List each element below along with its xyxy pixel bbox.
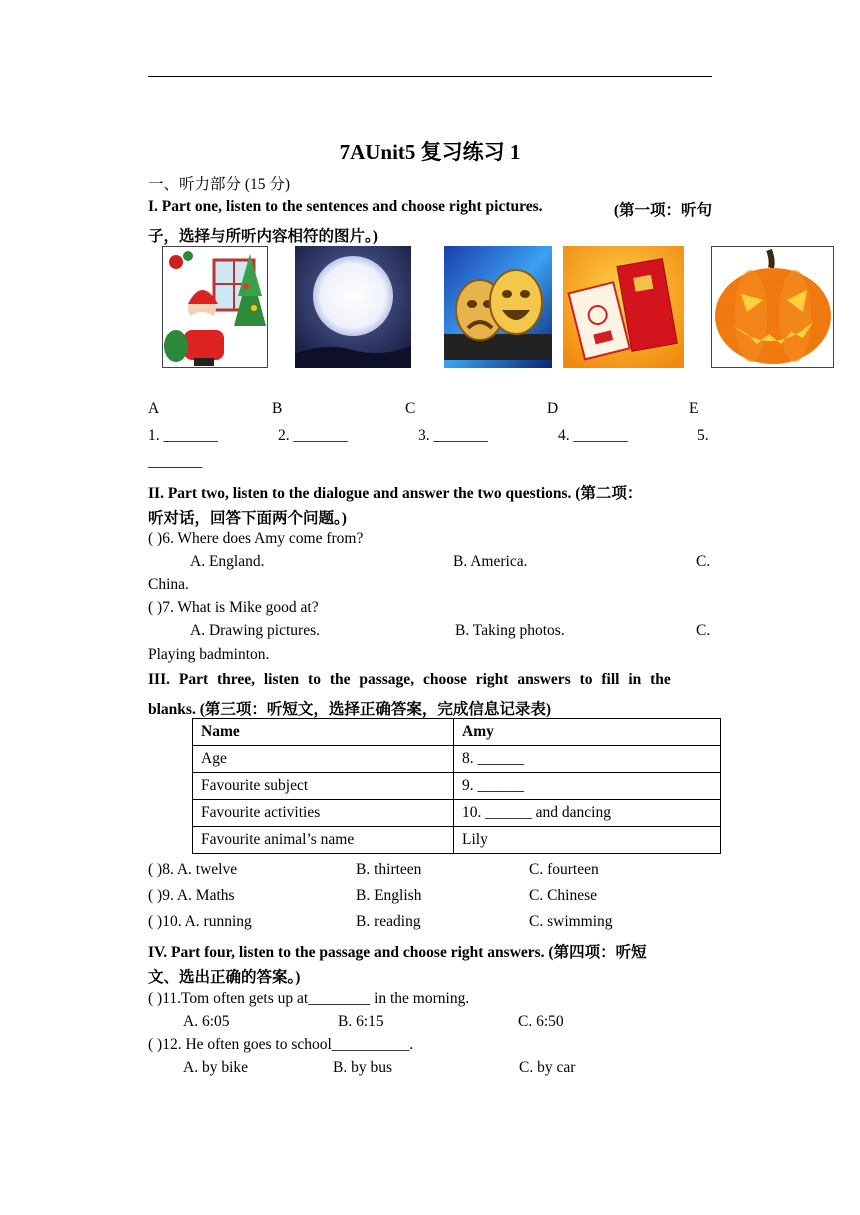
red-envelopes-icon xyxy=(563,246,684,368)
q7-option-c-text: Playing badminton. xyxy=(148,646,270,663)
full-moon-night-icon xyxy=(295,246,411,368)
question-7: ( )7. What is Mike good at? xyxy=(148,599,319,616)
table-cell: Favourite animal’s name xyxy=(193,827,454,854)
halloween-pumpkin-icon xyxy=(711,246,834,368)
q7-option-b: B. Taking photos. xyxy=(455,622,565,639)
q11-option-b: B. 6:15 xyxy=(338,1013,384,1030)
section-heading: 一、听力部分 (15 分) xyxy=(148,176,291,193)
table-row xyxy=(193,719,721,746)
q12-option-a: A. by bike xyxy=(183,1059,249,1076)
info-table xyxy=(192,718,721,854)
q9-option-c: C. Chinese xyxy=(529,887,598,904)
question-8: ( )8. A. twelve xyxy=(148,861,238,878)
question-9: ( )9. A. Maths xyxy=(148,887,235,904)
answer-blank-2: 2. _______ xyxy=(278,427,348,444)
picture-label-d: D xyxy=(547,400,559,417)
answer-blank-5: 5. xyxy=(697,427,709,444)
q11-option-a: A. 6:05 xyxy=(183,1013,230,1030)
header-rule xyxy=(148,76,712,77)
table-cell: Favourite subject xyxy=(193,773,454,800)
picture-label-a: A xyxy=(148,400,160,417)
q10-option-b: B. reading xyxy=(356,913,421,930)
q6-option-c: C. xyxy=(696,553,711,570)
question-12: ( )12. He often goes to school__________. xyxy=(148,1036,414,1053)
question-10: ( )10. A. running xyxy=(148,913,252,930)
table-cell: 9. ______ xyxy=(454,773,721,800)
table-cell: Lily xyxy=(454,827,721,854)
page-title: 7AUnit5 复习练习 1 xyxy=(339,140,521,164)
q11-option-c: C. 6:50 xyxy=(518,1013,564,1030)
answer-blank-5-wrap: _______ xyxy=(148,453,203,470)
table-cell: 8. ______ xyxy=(454,746,721,773)
part3-heading: III. Part three, listen to the passage, choose right answers to fill in the xyxy=(148,671,671,688)
answer-blank-3: 3. _______ xyxy=(418,427,488,444)
q12-option-b: B. by bus xyxy=(333,1059,392,1076)
answer-blank-1: 1. _______ xyxy=(148,427,218,444)
q8-option-b: B. thirteen xyxy=(356,861,422,878)
q7-option-a: A. Drawing pictures. xyxy=(190,622,320,639)
q6-option-a: A. England. xyxy=(190,553,265,570)
table-cell: 10. ______ and dancing xyxy=(454,800,721,827)
part2-heading: II. Part two, listen to the dialogue and answer the two questions. (第二项： xyxy=(148,485,643,502)
part1-heading: I. Part one, listen to the sentences and choose right pictures. (第一项：听句 xyxy=(148,198,712,219)
part1-heading-wrap: 子，选择与所听内容相符的图片。) xyxy=(148,228,378,245)
picture-label-b: B xyxy=(272,400,283,417)
table-row xyxy=(193,746,721,773)
q7-option-c: C. xyxy=(696,622,711,639)
picture-label-c: C xyxy=(405,400,416,417)
part3-heading-wrap: blanks. (第三项：听短文，选择正确答案，完成信息记录表) xyxy=(148,701,552,718)
picture-label-e: E xyxy=(689,400,699,417)
answer-blank-4: 4. _______ xyxy=(558,427,628,444)
table-cell: Age xyxy=(193,746,454,773)
q8-option-c: C. fourteen xyxy=(529,861,599,878)
part4-heading: IV. Part four, listen to the passage and choose right answers. (第四项：听短 xyxy=(148,944,647,961)
q6-option-b: B. America. xyxy=(453,553,528,570)
question-6: ( )6. Where does Amy come from? xyxy=(148,530,364,547)
table-cell: Amy xyxy=(454,719,721,746)
table-cell: Name xyxy=(193,719,454,746)
christmas-santa-icon xyxy=(162,246,268,368)
table-row xyxy=(193,800,721,827)
table-row xyxy=(193,773,721,800)
q6-option-c-text: China. xyxy=(148,576,189,593)
table-row xyxy=(193,827,721,854)
q10-option-c: C. swimming xyxy=(529,913,613,930)
drama-masks-icon xyxy=(444,246,552,368)
q12-option-c: C. by car xyxy=(519,1059,576,1076)
part2-heading-wrap: 听对话，回答下面两个问题。) xyxy=(148,510,347,527)
question-11: ( )11.Tom often gets up at________ in the morning. xyxy=(148,990,470,1007)
table-cell: Favourite activities xyxy=(193,800,454,827)
part4-heading-wrap: 文、选出正确的答案。) xyxy=(148,969,301,986)
q9-option-b: B. English xyxy=(356,887,422,904)
